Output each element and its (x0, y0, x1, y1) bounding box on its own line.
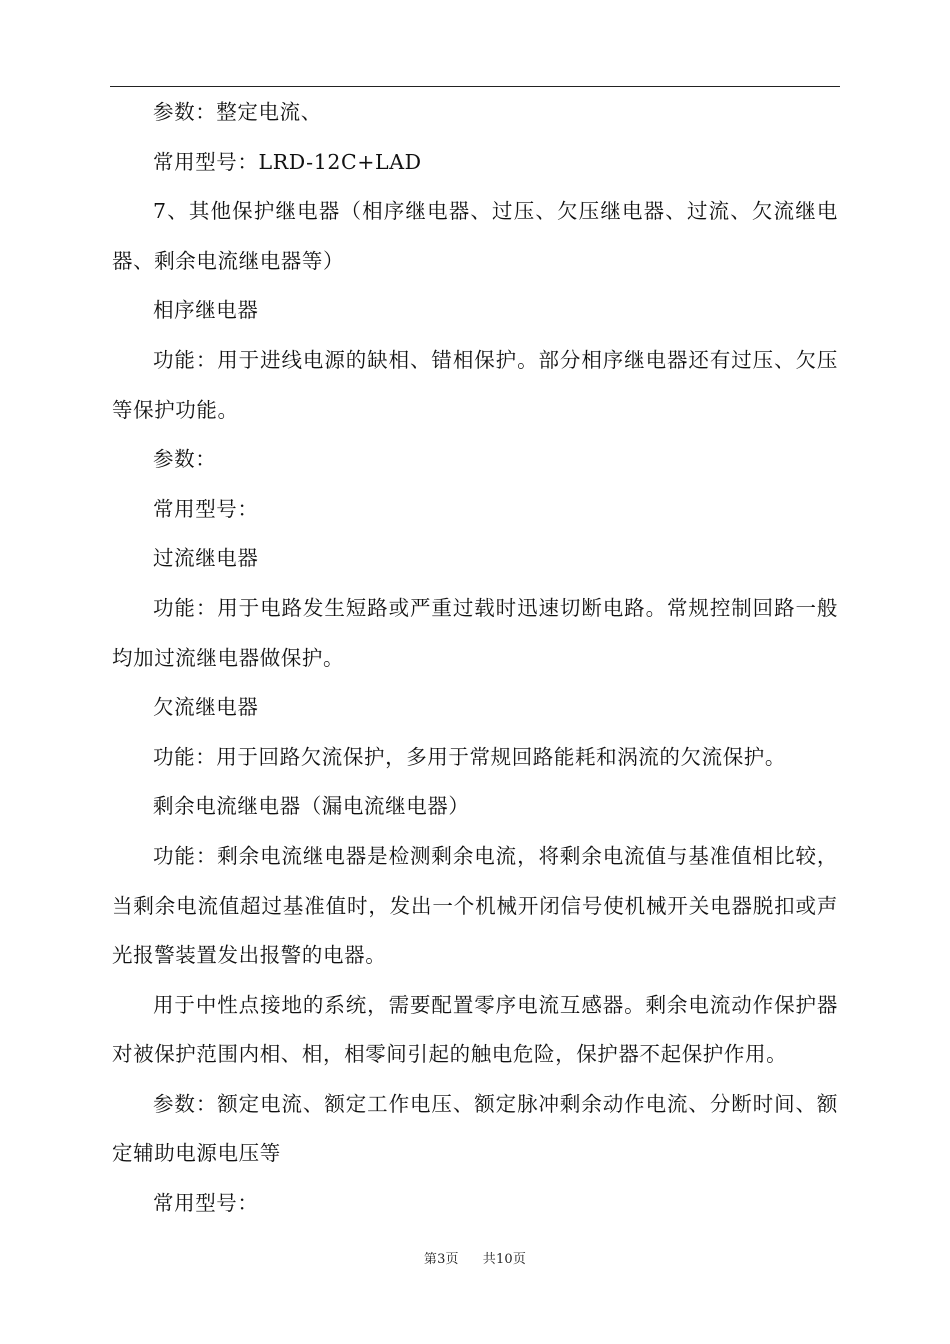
paragraph-common-model-lrd: 常用型号：LRD-12C+LAD (153, 149, 422, 174)
paragraph-residual-current-relay: 剩余电流继电器（漏电流继电器） (153, 794, 470, 819)
paragraph-phase-sequence-relay: 相序继电器 (153, 298, 259, 323)
paragraph-overcurrent-relay: 过流继电器 (153, 546, 259, 571)
paragraph-overcurrent-function: 功能：用于电路发生短路或严重过载时迅速切断电路。常规控制回路一般均加过流继电器做保护。 (112, 595, 838, 670)
paragraph-common-model-empty: 常用型号： (153, 496, 259, 521)
paragraph-undercurrent-relay: 欠流继电器 (153, 695, 259, 720)
page-number-total: 共10页 (482, 1252, 527, 1267)
paragraph-residual-current-params: 参数：额定电流、额定工作电压、额定脉冲剩余动作电流、分断时间、额定辅助电源电压等 (112, 1091, 838, 1166)
paragraph-phase-sequence-function: 功能：用于进线电源的缺相、错相保护。部分相序继电器还有过压、欠压等保护功能。 (112, 347, 838, 422)
document-body (112, 88, 838, 1229)
page-number-current: 第3页 (423, 1252, 459, 1267)
paragraph-residual-current-usage: 用于中性点接地的系统，需要配置零序电流互感器。剩余电流动作保护器对被保护范围内相、相，相零间引起的触电危险，保护器不起保护作用。 (112, 992, 838, 1067)
paragraph-common-model-final: 常用型号： (153, 1191, 259, 1216)
paragraph-section-7-heading: 7、其他保护继电器（相序继电器、过压、欠压继电器、过流、欠流继电器、剩余电流继电器等） (112, 199, 838, 273)
paragraph-params-empty: 参数： (153, 447, 217, 472)
paragraph-undercurrent-function: 功能：用于回路欠流保护，多用于常规回路能耗和涡流的欠流保护。 (153, 744, 786, 769)
page-footer (0, 1248, 950, 1267)
paragraph-residual-current-function: 功能：剩余电流继电器是检测剩余电流，将剩余电流值与基准值相比较，当剩余电流值超过基准值时，发出一个机械开闭信号使机械开关电器脱扣或声光报警装置发出报警的电器。 (112, 843, 838, 968)
paragraph-params-setting-current: 参数：整定电流、 (153, 100, 322, 124)
header-rule (110, 86, 840, 87)
